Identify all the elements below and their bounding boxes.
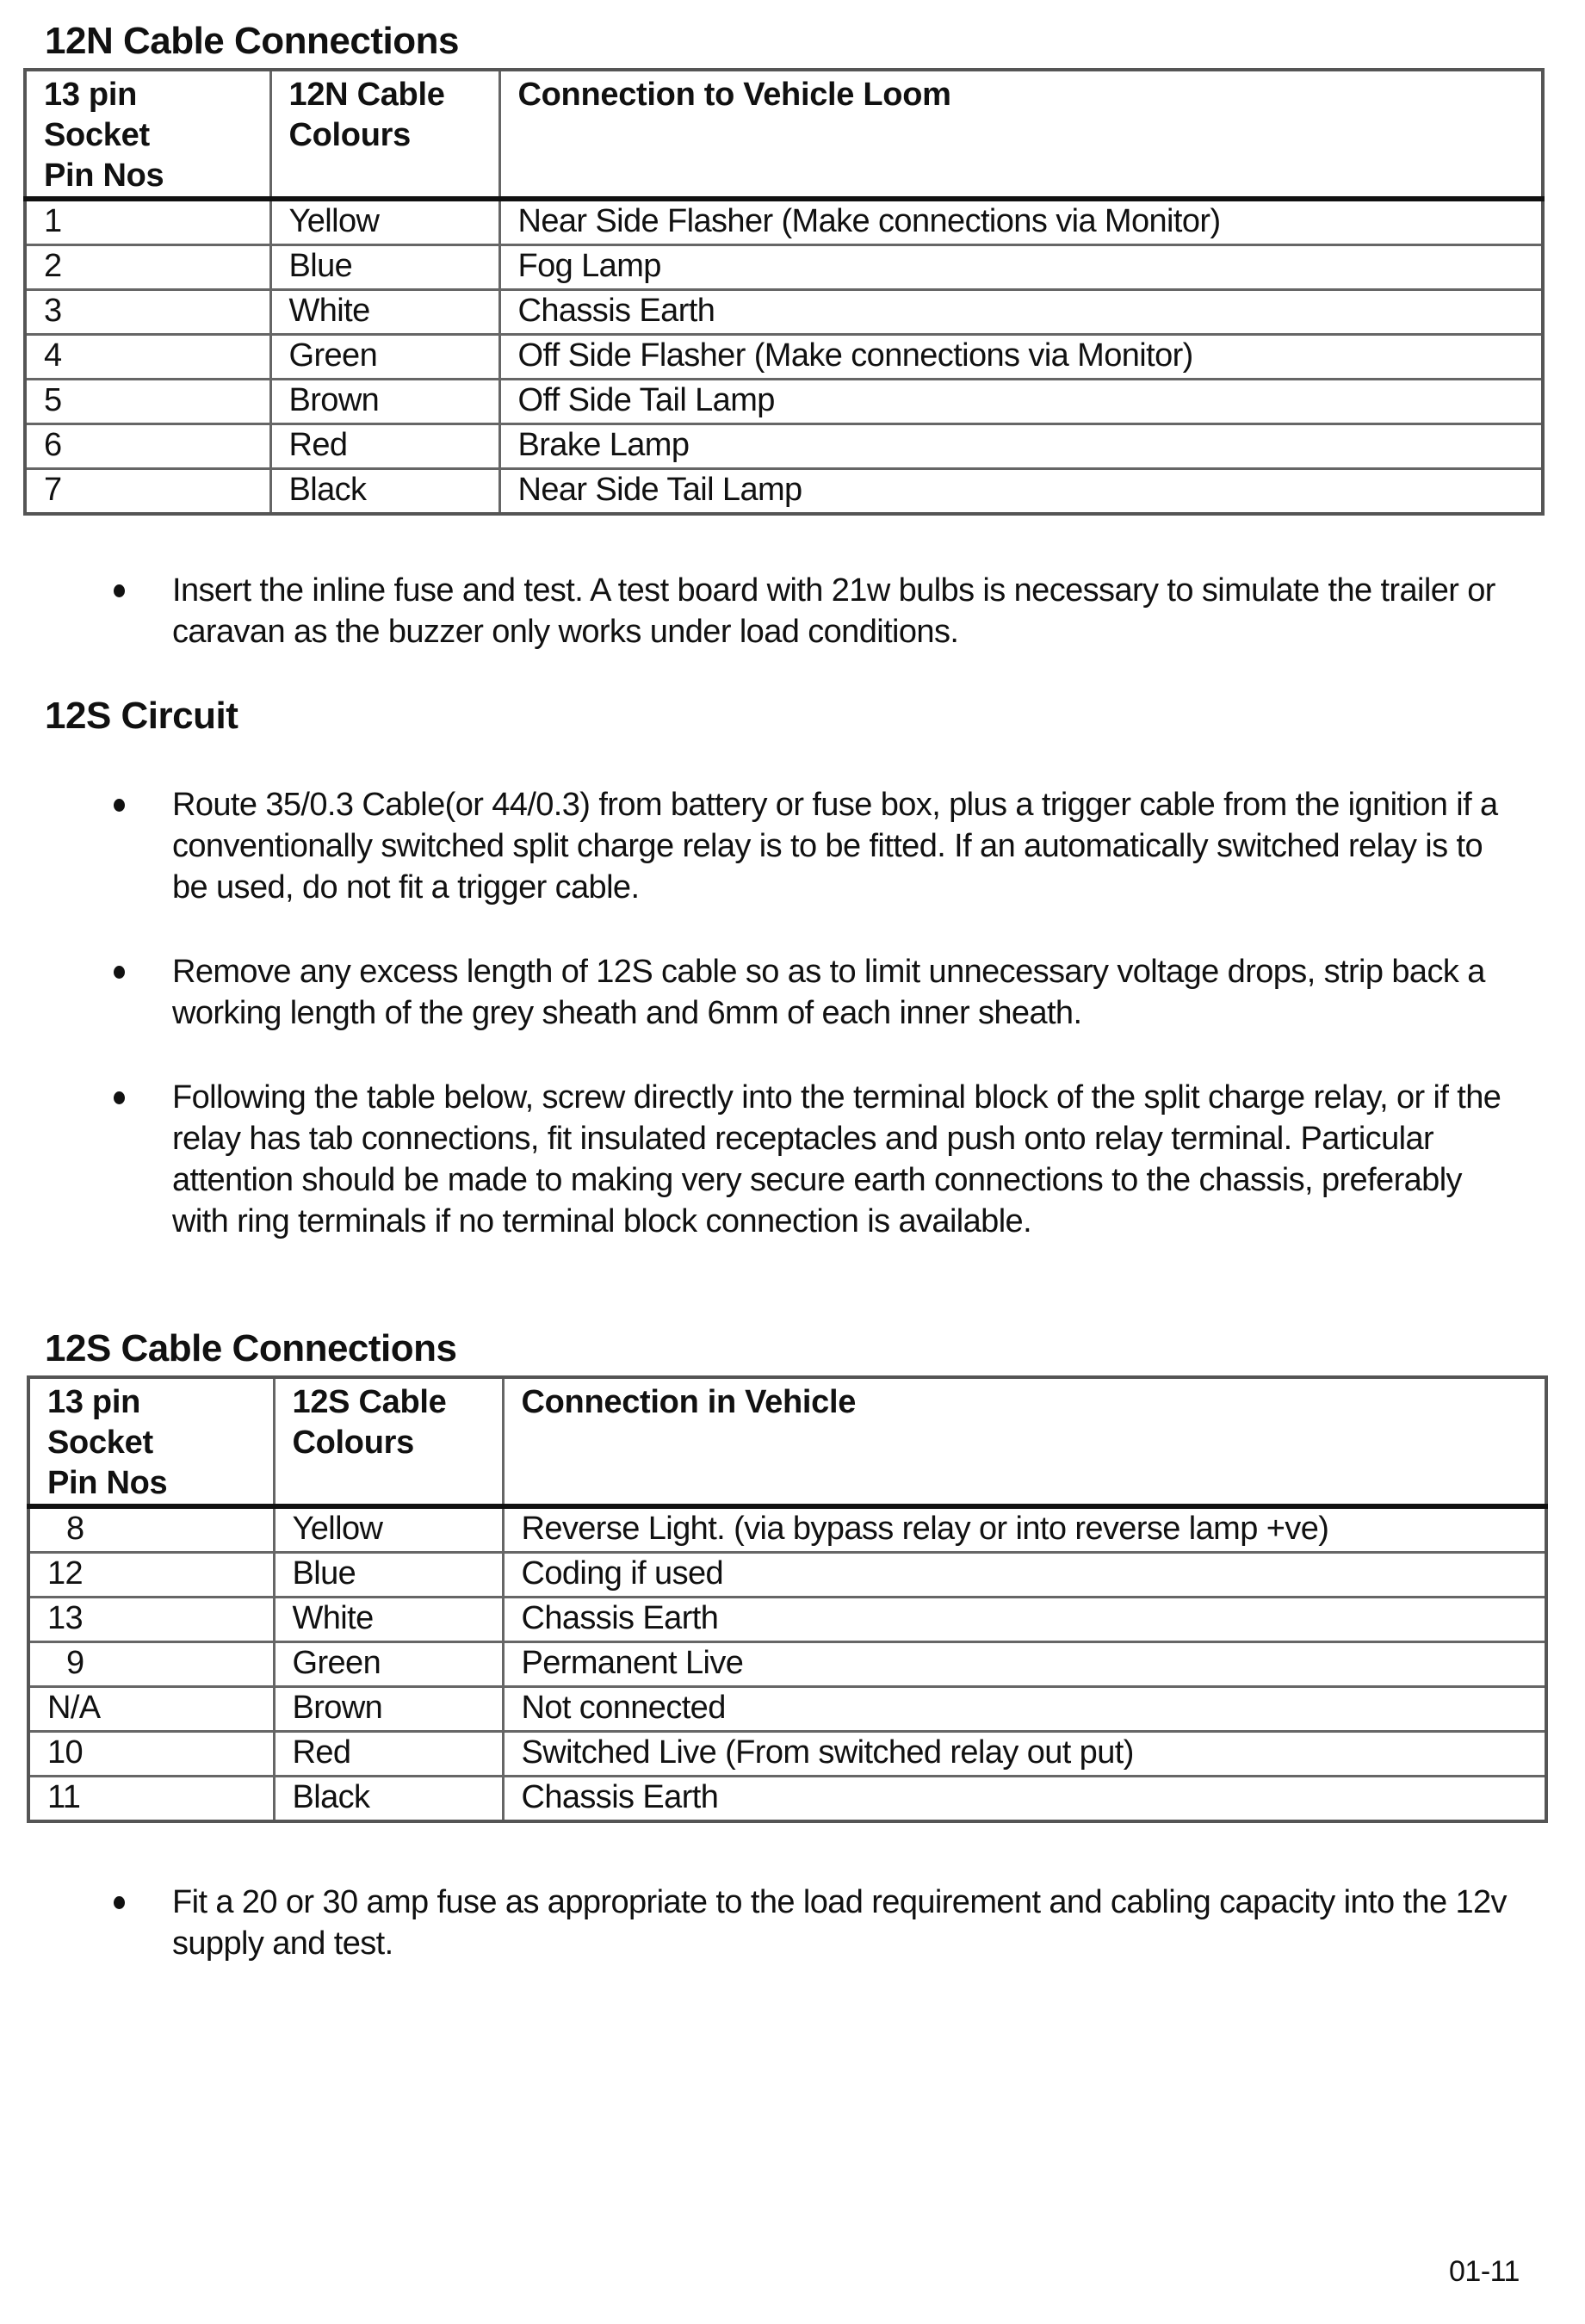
cell-pin: 9 [28,1642,274,1687]
cell-colour: Yellow [270,199,499,245]
table-row [25,469,1543,515]
table-row [28,1506,1546,1553]
page-number: 01-11 [1449,2255,1520,2288]
header-cable-colours: 12S Cable Colours [274,1377,503,1506]
table-12n-cable-connections [23,68,1545,516]
cell-pin: 4 [25,335,270,380]
cell-colour: Green [274,1642,503,1687]
table-row [25,335,1543,380]
table-header-row [28,1377,1546,1506]
cell-connection: Chassis Earth [503,1777,1546,1822]
cell-pin: 7 [25,469,270,515]
table-12s-cable-connections [27,1375,1548,1823]
table-row [28,1598,1546,1642]
cell-pin: 6 [25,424,270,469]
bullet-text: Insert the inline fuse and test. A test board with 21w bulbs is necessary to simulate the trailer or caravan as the buzzer only works under load conditions. [172,572,1495,650]
table-row [25,199,1543,245]
cell-colour: Yellow [274,1506,503,1553]
table-row [25,245,1543,290]
bullet-text: Remove any excess length of 12S cable so as to limit unnecessary voltage drops, strip back a working length of the grey sheath and 6mm of each inner sheath. [172,954,1485,1031]
cell-connection: Not connected [503,1687,1546,1732]
header-pin-nos: 13 pin Socket Pin Nos [28,1377,274,1506]
bullet-item [114,951,1526,1034]
cell-colour: Black [274,1777,503,1822]
cell-connection: Near Side Flasher (Make connections via Monitor) [499,199,1543,245]
bullet-icon [114,584,125,597]
cell-connection: Off Side Tail Lamp [499,380,1543,424]
bullet-item [114,1882,1526,1964]
bullet-item [114,784,1526,908]
cell-colour: Blue [274,1553,503,1598]
table-row [25,424,1543,469]
table-row [25,380,1543,424]
cell-pin: 8 [28,1506,274,1553]
table-row [28,1642,1546,1687]
cell-colour: Red [274,1732,503,1777]
cell-pin: 5 [25,380,270,424]
cell-colour: Brown [270,380,499,424]
cell-pin: 13 [28,1598,274,1642]
header-connection: Connection to Vehicle Loom [499,70,1543,199]
cell-connection: Off Side Flasher (Make connections via Monitor) [499,335,1543,380]
bullet-text: Following the table below, screw directly into the terminal block of the split charge relay, or if the relay has tab connections, fit insulated receptacles and push onto relay terminal. Particular attention should be made to making very secure earth connections to the chassis, preferably with ring terminals if no terminal block connection is available. [172,1079,1501,1239]
cell-colour: Blue [270,245,499,290]
bullet-item [114,1077,1526,1242]
cell-connection: Permanent Live [503,1642,1546,1687]
cell-pin: 2 [25,245,270,290]
bullet-icon [114,1091,125,1104]
cell-colour: Brown [274,1687,503,1732]
bullet-text: Fit a 20 or 30 amp fuse as appropriate to the load requirement and cabling capacity into the 12v supply and test. [172,1884,1507,1962]
cell-pin: N/A [28,1687,274,1732]
cell-connection: Switched Live (From switched relay out put) [503,1732,1546,1777]
header-pin-nos: 13 pin Socket Pin Nos [25,70,270,199]
cell-colour: Green [270,335,499,380]
bullet-item [114,570,1526,652]
cell-colour: White [274,1598,503,1642]
bullet-icon [114,799,125,812]
table-row [28,1553,1546,1598]
cell-pin: 3 [25,290,270,335]
header-cable-colours: 12N Cable Colours [270,70,499,199]
bullet-icon [114,966,125,979]
bullet-icon [114,1896,125,1909]
cell-connection: Reverse Light. (via bypass relay or into reverse lamp +ve) [503,1506,1546,1553]
cell-connection: Fog Lamp [499,245,1543,290]
header-connection: Connection in Vehicle [503,1377,1546,1506]
table-header-row [25,70,1543,199]
table-row [28,1732,1546,1777]
heading-12s-cable-connections: 12S Cable Connections [45,1327,457,1369]
heading-12s-circuit: 12S Circuit [45,695,238,737]
cell-connection: Coding if used [503,1553,1546,1598]
cell-pin: 11 [28,1777,274,1822]
cell-connection: Brake Lamp [499,424,1543,469]
cell-colour: Red [270,424,499,469]
cell-colour: White [270,290,499,335]
cell-connection: Chassis Earth [499,290,1543,335]
cell-connection: Chassis Earth [503,1598,1546,1642]
cell-pin: 10 [28,1732,274,1777]
cell-connection: Near Side Tail Lamp [499,469,1543,515]
bullet-text: Route 35/0.3 Cable(or 44/0.3) from battery or fuse box, plus a trigger cable from the ignition if a conventionally switched split charge relay is to be fitted. If an automatically switched relay is to be used, do not fit a trigger cable. [172,787,1498,905]
cell-pin: 1 [25,199,270,245]
table-row [25,290,1543,335]
heading-12n-cable-connections: 12N Cable Connections [45,20,459,62]
table-row [28,1687,1546,1732]
cell-colour: Black [270,469,499,515]
table-row [28,1777,1546,1822]
cell-pin: 12 [28,1553,274,1598]
